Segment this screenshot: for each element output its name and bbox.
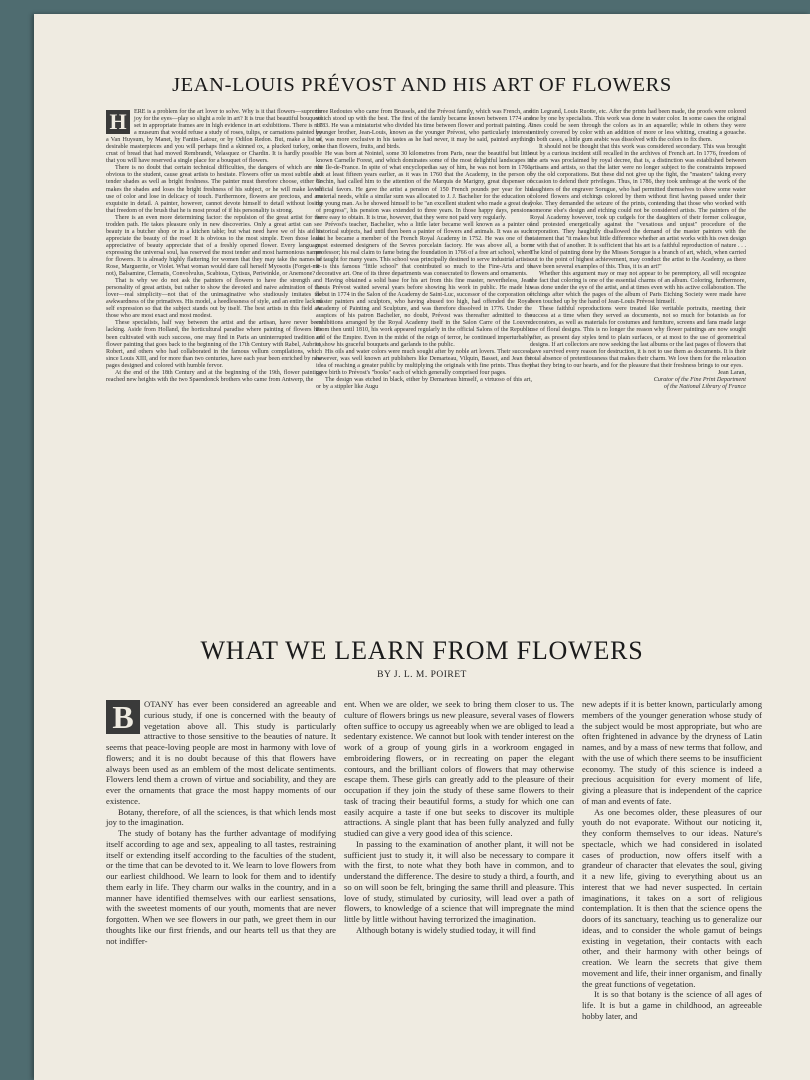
paragraph: stin Legrand, Louis Ruotte, etc. After the prints had been made, the proofs were colored one by one by specialists. This work was done in water color. In some cases the original lines could be seen through the colors as in an aquarelle; while in others they were entirely covered by color with an addition of more or less whiting, creating a gouache. In both cases, a little gum arabic was dissolved with the colors to fix them. [530,109,746,144]
paragraph: There is an even more determining factor: the repulsion of the great artist for the trodden path. He takes pleasure only in new discoveries. Only a great artist can see beauty in a butcher shop or in a kitchen table; but what need have we of his aid to appreciate the beauty of the rose! It is obvious to the most simple. Even those least appreciative of beauty appreciate that of a freshly opened flower. Every language, expressing the universal soul, has reserved the most tender and most harmonious names for flowers. It is already highly flattering for women that they may take the names of Rose, Marguerite, or Violet. What woman would dare call herself Myosotis (Forget-me-not), Balsamine, Clematis, Convolvulus, Scabious, Cytisus, Periwinkle, or Anemone? [106,214,322,278]
paragraph: three Redoutes who came from Brussels, and the Prévost family, which was French, and which stood up with the best. The first of the family became known between 1774 and 1783. He was a miniaturist who divided his time between flower and portrait painting. A younger brother, Jean-Louis, known as the younger Prévost, who particularly interests us, was more exclusive in his tastes as he had never, it may be said, painted anything else than flowers, fruits, and birds. [316,109,532,151]
paragraph: At the end of the 18th Century and at the beginning of the 19th, flower painting reached new heights with the two Spaendonck brothers who came from Antwerp, the [106,369,322,383]
article2-column-2 [344,699,574,964]
paragraph: Botany, therefore, of all the sciences, is that which lends most joy to the imagination. [106,806,336,828]
paragraph: ERE is a problem for the art lover to solve. Why is it that flowers—supreme joy for the eyes—play so slight a role in art? It is true that beautiful bouquets set in appropriate frames are in high evidence in art exhibitions. There is not a museum that would refuse a study of roses, tulips, or carnations painted by a Van Huysum, by Manet, by Fantin-Latour, or by Odilon Redon. But, make a list of desirable masterpieces and you will perhaps find a skinned ox, a plucked turkey, or a crust of bread that had moved Rembrandt, Velasquez or Chardin. It is hardly possible that you will have reserved a single place for a bouquet of flowers. [106,109,322,165]
article2-column-1 [106,699,336,964]
paragraph: Having obtained a solid base for his art from this fine master, nevertheless, Jean Louis Prévost waited several years before showing his work in public. He made his debut in 1774 in the Salon of the Academy de Saint-Luc, successor of the corporation of master painters and sculptors, who having abused too high, had offended the Royal Academy of Painting and Sculpture, and was therefore dissolved in 1776. Under the auspices of his patron Bachelier, no doubt, Prévost was thereafter admitted to the exhibitions arranged by the Royal Academy itself in the Salon Carre of the Louvre. From then until 1810, his work appeared regularly in the official Salons of the Republic and of the Empire. Even in the midst of the reign of terror, he continued imperturbably to show his graceful bouquets and garlands to the public. [316,278,532,348]
paragraph: Although botany is widely studied today, it will find [356,924,536,935]
paragraph: OTANY has ever been considered an agreeable and curious study, if one is concerned with the beauty of vegetation above all. This study is particularly attractive to those sensitive to the beauties of nature. It seems that peace-loving people are most in harmony with love of flowers; and it is no doubt because of this that flowers have always been used as an emblem of the most delicate sentiments. Flowers lend them a crown of virtue and sociability, and they are ever the ornaments that grace the most happy moments of our existence. [106,699,336,806]
article2-column-3 [582,699,762,1021]
paragraph: The study of botany has the further advantage of modifying itself according to age and sex, appealing to all tastes, restraining itself or extending itself according to the faculties of the student, or the time that can be devoted to it. We learn to love flowers from our earliest childhood. We learn to look for them and to identify them early in life. They charm our walks in the country, and in a manner have identified themselves with our earliest sensations, with the sweetest moments of our youth, moments that are never forgotten. When we see flowers in our path, we greet them in our thoughts like our first friends, and our hearts tell us that they are not indiffer- [106,828,336,946]
drop-cap-b: B [106,700,140,734]
paragraph: It is so that botany is the science of all ages of life. It is but a game in childhood, an agreeable hobby later, and [582,989,762,1021]
byline: BY J. L. M. POIRET [377,670,467,680]
paragraph: It should not be thought that this work was considered secondary. This was brought out by a curious incident still recalled in the archives of French art. In 1776, freedom of the arts was proclaimed by royal decree, that is, a distinction was established between artisans and artists, so that the latter were no longer subject to the constraints imposed by the old corporations. But these did not give up the fight, the "masters" taking every occasion to defend their privileges. Thus, in 1786, they took umbrage at the work of the daughters of the engraver Sorugue, who had permitted themselves to show some water colored flowers and etchings colored by them without first having passed under their yoke. They demanded the seizure of the prints, contending that those who worked with someone else's design and etching could not be considered artists. The painters of the Royal Academy however, took up cudgels for the daughters of their former colleague, and protested energetically against the "vexatious and unjust" procedure of the corporation. They haughtily disallowed the demand of the master painters with the statement that "it makes but little difference whether an artist works with his own design or with that of another. It is sufficient that his art is a faithful reproduction of nature . . . The kind of painting done by the Misses Sorugue is a branch of art, which, when carried out to the point of highest achievement, may conduct the artist to the Academy, as there have been several examples of this. Thus, it is an art!" [530,144,746,271]
article-title-prevost: JEAN-LOUIS PRÉVOST AND HIS ART OF FLOWERS [172,74,672,96]
book-page [34,14,810,1080]
paragraph: The design was etched in black, either by Demarteau himself, a virtuoso of this art, or by a stippler like Augu [316,376,532,390]
drop-cap-h: H [106,110,130,134]
signature-title: Curator of the Fine Print Department [653,376,746,383]
article-title-flowers: WHAT WE LEARN FROM FLOWERS [200,636,644,665]
paragraph: These specialists, half way between the artist and the artisan, have never been lacking. Aside from Holland, the horticultural paradise where painting of flowers has been cultivated with such success, one may find in Paris an uninterrupted tradition of flower painting that goes back to the beginning of the 17th Century with Rabel, Aubriet, Robert, and others who had collaborated in the famous vellum compilations, which since Louis XIII, and for more than two centuries, have each year been enriched by new pages designed and colored with humble fervor. [106,320,322,369]
paragraph: new adepts if it is better known, particularly among members of the younger generation whose study of the subject would be most appropriate, but who are often frightened in advance by the dryness of Latin names, and by a mass of new terms that follow, and with the use of which there seems to be insufficient economy. The study of this science is indeed a precious acquisition for every moment of life, giving a pleasure that is independent of the caprice of man and events of fate. [582,699,762,806]
paragraph: There is no doubt that certain technical difficulties, the dangers of which are not obvious to the student, cause great artists to hesitate. Flowers offer us most subtile and tender shades as well as bright freshness. The painter must therefore choose, either he makes the shades and loses the bright freshness of his subject, or he will make lavish use of color and lose in delicacy of touch. Furthermore, flowers are precious, and are exquisite in detail. A painter, however, cannot devote himself to detail without losing that freedom of the brush that he is most proud of if his personality is strong. [106,165,322,214]
paragraph: ent. When we are older, we seek to bring them closer to us. The culture of flowers brings us new pleasure, several vases of flowers often suffice to occupy us agreeably when we are obliged to lead a sedentary existence. We cannot but look with tender interest on the work of a group of young girls in a workroom engaged in embroidering flowers, or in recreating on paper the elegant contours, and the brilliant colors of flowers that may otherwise escape them. These girls can greatly add to the pleasure of their occupation if they join the study of these same flowers to their task of tracing their beautiful forms, a study for which one can easily acquire a taste if one but seeks to discover its multiple attractions. A single plant that has been fully analyzed and fully studied can give a very good idea of this science. [344,699,574,838]
paragraph: That is why we do not ask the painters of flowers to have the strength and personality of great artists, but rather to show the devoted and naive admiration of the lover—real simplicity—not that of the unimaginative who studiously imitates the awkwardness of the primatives. His model, a heedlessness of style, and an entire lack of self expression so that the subject stands out by itself. The best artists in this field are those who are most exact and most modest. [106,278,322,320]
paragraph: He was born at Nointel, some 30 kilometres from Paris, near the beautiful but little known Carnelle Forest, and which dominates some of the most delightful landscapes in the Ile-de-France. In spite of what encyclopedias say of him, he was not born in 1760, but at least fifteen years earlier, as it was in 1760 that the Academy, in the person of Cochin, had called him to the attention of the Marquis de Marigny, great dispenser of official favors. He gave the artist a pension of 150 French pounds per year for his material needs, while a similar sum was allocated to J. J. Bachelier for the education of the young man. As he showed himself to be "an excellent student who made a great deal of progress", his pension was extended to three years. In those happy days, pensions were easy to obtain. It is true, however, that they were not paid very regularly. [316,151,532,221]
paragraph: These faithful reproductions were treated like veritable portraits, meeting their success at a time when they served as documents, not so much for botanists as for decorators, as well as materials for costumes and furniture, screens and fans made large use of floral designs. This is no longer the reason why flower paintings are now sought after, as present day styles tend to plain surfaces, or at most to the use of geometrical designs. If art collectors are now seeking the last albums or the last pages of flowers that have survived every reason for destruction, it is not to use them as documents. It is their total absence of pretentiousness that makes their charm. We love them for the relaxation that they bring to our hearts, and for the pleasure that their freshness brings to our eyes. [530,306,746,369]
paragraph: As one becomes older, these pleasures of our youth do not evaporate. Without our noticing it, they conform themselves to our ideas. Nature's spectacle, which we had considered in isolated cases of production, now offers itself with a grandeur of character that elevates the soul, giving it a new life, giving to everything about us an interest that we had never suspected. In certain imaginations, it takes on a sort of religious contemplation. It is then that the science opens the doors of its sanctuary, teaching us to generalize our ideas, and to consider the whole gamut of beings existing in vegetation, their contacts with each other, and their harmony with other beings of creation. We learn the secrets that give them movement and life, their inner organism, and finally the great functions of vegetation. [582,806,762,989]
paragraph: Whether this argument may or may not appear to be peremptory, all will recognize the fact that coloring is one of the essential charms of an album. Coloring, furthermore, was done under the eye of the artist, and at times even with his active collaboration. The etchings after which the pages of the album of Paris Etching Society were made have been touched up by the hand of Jean-Louis Prévost himself. [530,271,746,306]
signature-title: of the National Library of France [663,383,746,390]
paragraph: In passing to the examination of another plant, it will not be sufficient just to study it, it will also be necessary to compare it with the first, to note what they both have in common, and to understand the difference. The desire to study a third, a fourth, and so on will soon be felt, bringing the same thrill and pleasure. This love of study, stimulated by curiosity, will lead over a path of flowers, to knowledge of a science that will impregnate the mind little by little without having terrorized the imagination. [344,838,574,924]
article1-column-1 [106,109,322,609]
paragraph: Prévost's teacher, Bachelier, who a little later became well known as a painter of historical subjects, had until then been a painter of flowers and animals. It was as such that he became a member of the French Royal Academy in 1752. He was one of the most esteemed designers of the Sevres porcelain factory. He was above all, a born professor; his real claim to fame being the foundation in 1766 of a free art school, where he taught for many years. This school was principally destined to serve industrial artists. It is this famous "little school" that contributed so much to the Fine-Arts and to decorative art. One of its three departments was consecrated to flowers and ornaments. [316,221,532,278]
signature-name: Jean Laran, [717,369,746,376]
paragraph: His oils and water colors were much sought after by noble art lovers. Their success, however, was well known art publishers like Demarteau, Vilquin, Basset, and Jean the idea of reaching a greater public by multiplying the originals with fine prints. Thus they gave birth to Prévost's "books" each of which generally comprised four pages. [316,348,532,376]
article1-column-2 [316,109,532,609]
article1-column-3 [530,109,746,609]
